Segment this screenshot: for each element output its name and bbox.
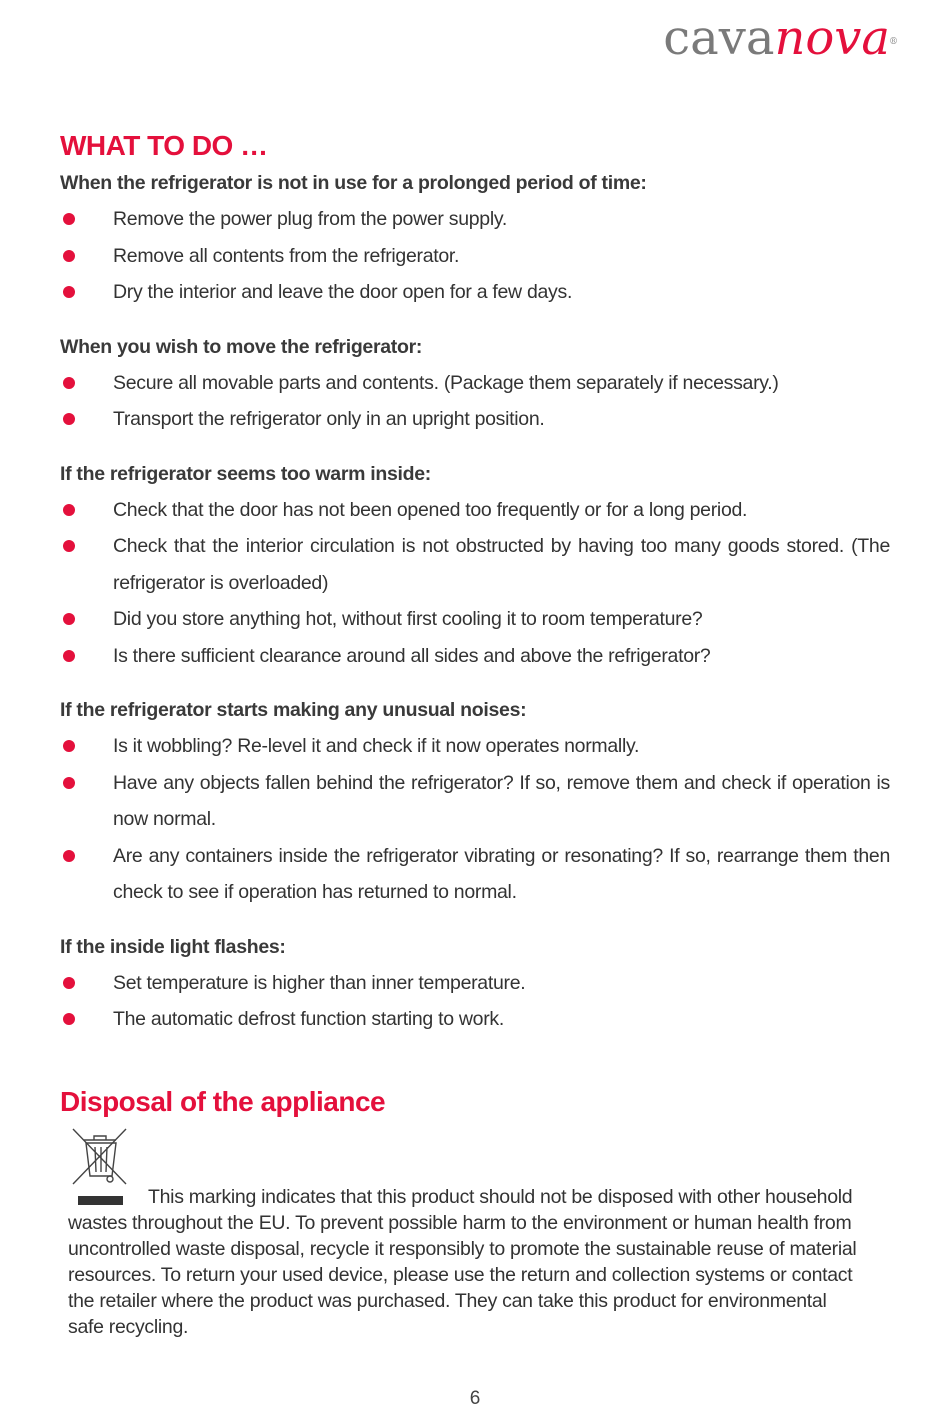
disposal-paragraph: This marking indicates that this product should not be disposed with other household wastes throughout the EU. To prevent possible harm to the environment or human health from uncontrolled waste disposal, recycle it responsibly to promote the sustainable reuse of material resources. To return your used device, please use the return and collection systems or contact the retailer where the product was purchased. They can take this product for environmental safe recycling. — [68, 1186, 857, 1338]
bullet-dot-icon — [63, 413, 75, 425]
list-item — [60, 1001, 890, 1038]
list-item — [60, 765, 890, 838]
bullet-dot-icon — [63, 613, 75, 625]
list-item-text: Remove the power plug from the power supply. — [113, 208, 507, 230]
list-item-text: Secure all movable parts and contents. (Package them separately if necessary.) — [113, 371, 779, 394]
list-item-text: Remove all contents from the refrigerator. — [113, 244, 460, 267]
list-item — [60, 728, 890, 765]
section-heading: If the inside light flashes: — [60, 935, 286, 958]
bullet-dot-icon — [63, 250, 75, 262]
bullet-dot-icon — [63, 286, 75, 298]
section — [60, 932, 890, 1038]
list-item-text: The automatic defrost function starting to work. — [113, 1008, 504, 1030]
list-item — [60, 601, 890, 638]
logo-text-cava: cava — [663, 10, 775, 66]
page-title: WHAT TO DO … — [60, 130, 268, 161]
list-item — [60, 274, 890, 311]
list-item-text: Check that the door has not been opened too frequently or for a long period. — [113, 498, 748, 521]
bullet-dot-icon — [63, 650, 75, 662]
section — [60, 168, 890, 311]
brand-logo — [663, 8, 898, 68]
section — [60, 695, 890, 911]
list-item-text: Set temperature is higher than inner temperature. — [113, 971, 526, 994]
section — [60, 332, 890, 438]
page-number: 6 — [469, 1388, 481, 1409]
bullet-dot-icon — [63, 504, 75, 516]
list-item-text: Have any objects fallen behind the refrigerator? If so, remove them and check if operation is now normal. — [113, 771, 890, 830]
list-item — [60, 638, 890, 675]
bullet-list — [60, 728, 890, 911]
troubleshooting-sections — [60, 168, 890, 1059]
bullet-dot-icon — [63, 740, 75, 752]
section-heading: If the refrigerator seems too warm inside: — [60, 462, 432, 485]
bullet-list — [60, 965, 890, 1038]
list-item — [60, 528, 890, 601]
list-item — [60, 965, 890, 1002]
list-item-text: Are any containers inside the refrigerator vibrating or resonating? If so, rearrange them then check to see if operation has returned to normal. — [113, 844, 890, 903]
list-item — [60, 492, 890, 529]
list-item-text: Did you store anything hot, without first cooling it to room temperature? — [113, 608, 703, 630]
list-item-text: Dry the interior and leave the door open for a few days. — [113, 281, 573, 303]
registered-mark: ® — [889, 37, 898, 47]
logo-text-nova: nova — [774, 10, 890, 66]
list-item-text: Check that the interior circulation is not obstructed by having too many goods stored. (The refrigerator is overloaded) — [113, 535, 890, 594]
list-item — [60, 838, 890, 911]
bullet-list — [60, 201, 890, 311]
bullet-dot-icon — [63, 977, 75, 989]
bullet-dot-icon — [63, 540, 75, 552]
bullet-dot-icon — [63, 1013, 75, 1025]
bullet-list — [60, 365, 890, 438]
bullet-dot-icon — [63, 377, 75, 389]
bullet-dot-icon — [63, 777, 75, 789]
bullet-dot-icon — [63, 850, 75, 862]
list-item-text: Is there sufficient clearance around all sides and above the refrigerator? — [113, 644, 711, 667]
bullet-dot-icon — [63, 213, 75, 225]
section-heading: When you wish to move the refrigerator: — [60, 335, 423, 358]
section-heading: If the refrigerator starts making any unusual noises: — [60, 699, 527, 721]
section — [60, 459, 890, 675]
list-item — [60, 238, 890, 275]
bullet-list — [60, 492, 890, 675]
disposal-title: Disposal of the appliance — [60, 1086, 386, 1117]
list-item — [60, 401, 890, 438]
section-heading: When the refrigerator is not in use for a prolonged period of time: — [60, 172, 647, 194]
list-item — [60, 201, 890, 238]
list-item-text: Transport the refrigerator only in an upright position. — [113, 408, 545, 430]
list-item — [60, 365, 890, 402]
list-item-text: Is it wobbling? Re-level it and check if it now operates normally. — [113, 735, 640, 757]
